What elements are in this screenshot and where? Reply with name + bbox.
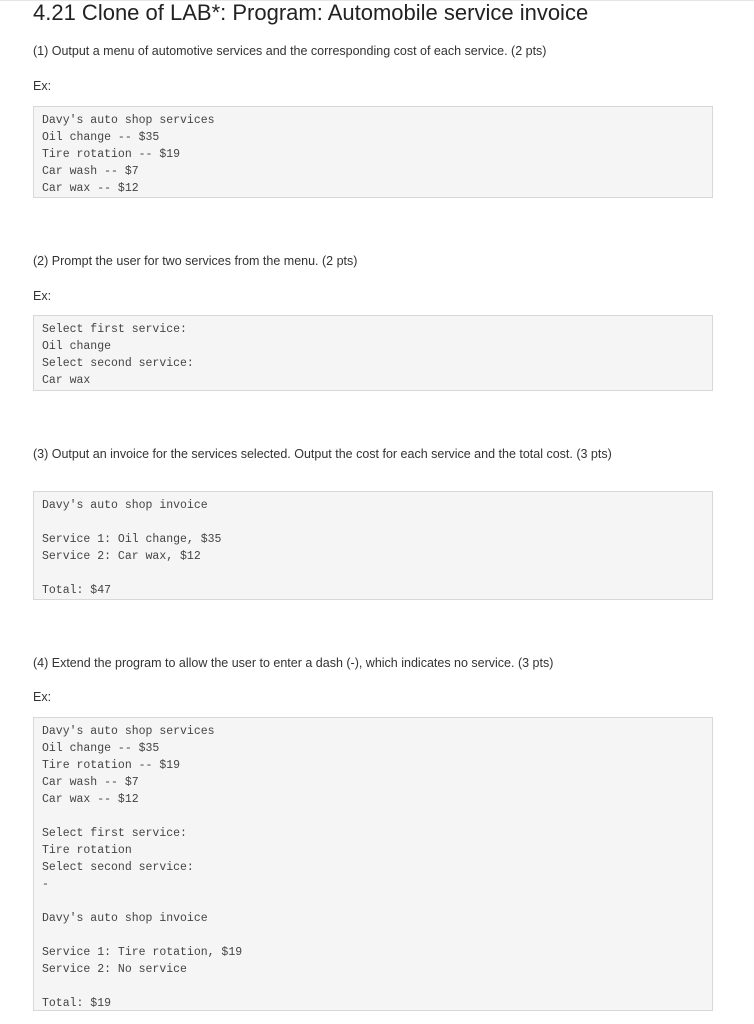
- section-1-code-box: [33, 106, 713, 198]
- code-line: Car wax: [42, 374, 91, 387]
- section-2-code-box: [33, 315, 713, 391]
- code-line: Car wax -- $12: [42, 793, 139, 806]
- code-line: Car wash -- $7: [42, 165, 139, 178]
- code-line: Select second service:: [42, 357, 194, 370]
- code-line: Car wash -- $7: [42, 776, 139, 789]
- code-line: Select first service:: [42, 827, 187, 840]
- code-line: [42, 514, 704, 531]
- code-line: Select second service:: [42, 861, 194, 874]
- code-line: Service 2: No service: [42, 963, 187, 976]
- code-line: Davy's auto shop invoice: [42, 499, 208, 512]
- page-title: 4.21 Clone of LAB*: Program: Automobile service invoice: [33, 0, 589, 25]
- code-line: Tire rotation -- $19: [42, 759, 181, 772]
- code-line: Oil change -- $35: [42, 742, 160, 755]
- section-1-example-label: Ex:: [33, 79, 52, 93]
- section-2-example-label: Ex:: [33, 289, 52, 303]
- code-line: Service 2: Car wax, $12: [42, 550, 201, 563]
- code-line: Service 1: Tire rotation, $19: [42, 946, 243, 959]
- code-line: [42, 565, 704, 582]
- section-2-description: (2) Prompt the user for two services from the menu. (2 pts): [33, 254, 358, 268]
- code-line: [42, 978, 704, 995]
- code-line: Davy's auto shop services: [42, 725, 215, 738]
- code-line: Select first service:: [42, 323, 187, 336]
- section-1-description: (1) Output a menu of automotive services and the corresponding cost of each service. (2 pts): [33, 44, 547, 58]
- code-line: Total: $19: [42, 997, 112, 1010]
- code-line: Davy's auto shop services: [42, 114, 215, 127]
- section-4-code-box: [33, 717, 713, 1011]
- code-line: Oil change: [42, 340, 112, 353]
- code-line: Total: $47: [42, 584, 112, 597]
- code-line: Tire rotation -- $19: [42, 148, 181, 161]
- code-line: Service 1: Oil change, $35: [42, 533, 222, 546]
- code-line: Oil change -- $35: [42, 131, 160, 144]
- section-3-code-box: [33, 491, 713, 600]
- code-line: [42, 808, 704, 825]
- section-3-description: (3) Output an invoice for the services selected. Output the cost for each service and the total cost. (3 pts): [33, 447, 612, 461]
- section-4-description: (4) Extend the program to allow the user to enter a dash (-), which indicates no service. (3 pts): [33, 656, 554, 670]
- section-4-example-label: Ex:: [33, 690, 52, 704]
- code-line: Car wax -- $12: [42, 182, 139, 195]
- code-line: Tire rotation: [42, 844, 132, 857]
- code-line: Davy's auto shop invoice: [42, 912, 208, 925]
- code-line: [42, 893, 704, 910]
- code-line: [42, 927, 704, 944]
- code-line: -: [42, 878, 49, 891]
